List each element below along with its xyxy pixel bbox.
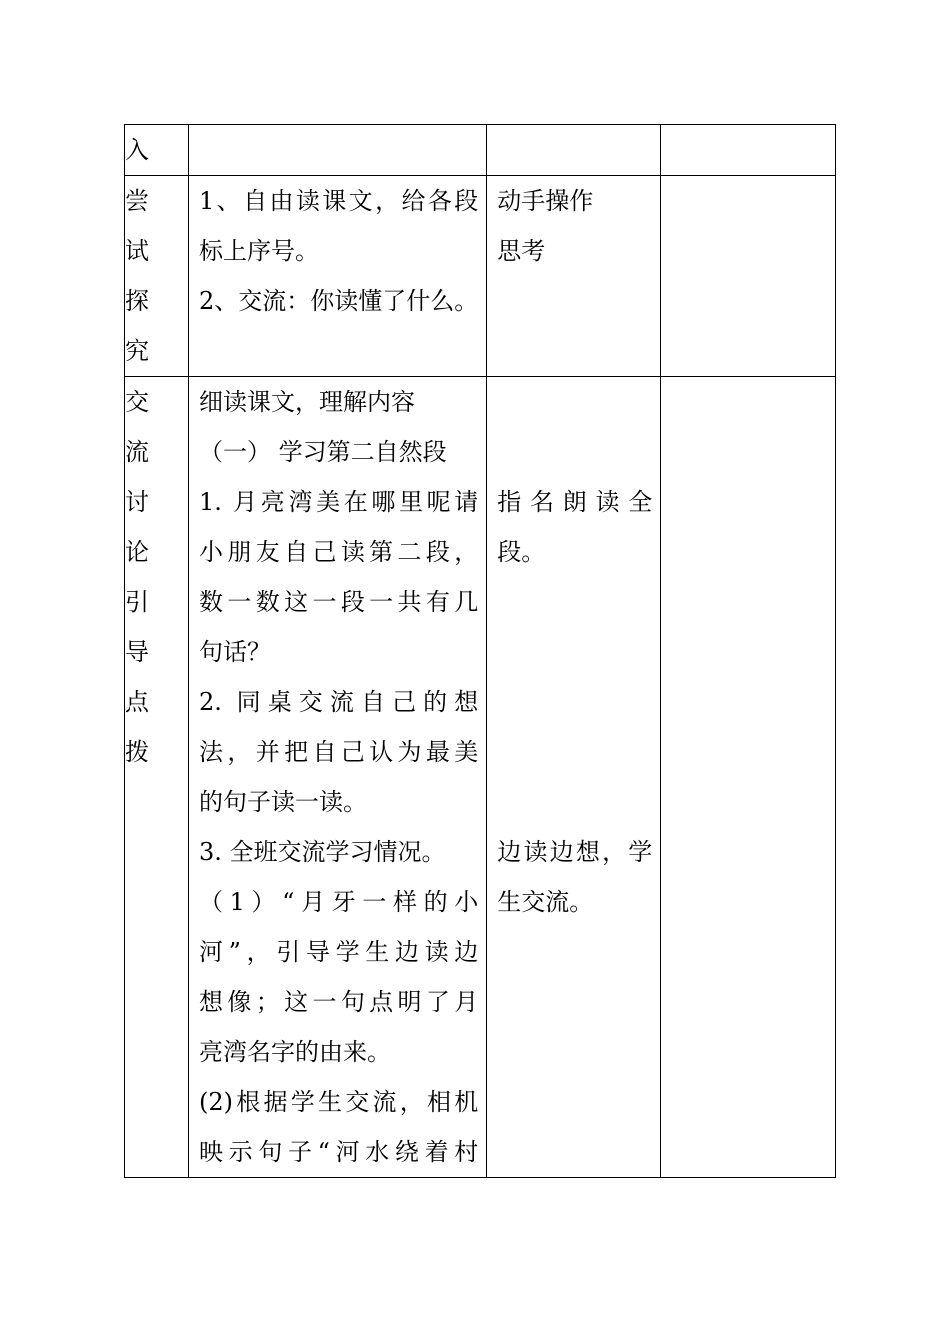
text-line: (2)根据学生交流，相机 — [199, 1088, 479, 1116]
text-line — [497, 577, 652, 627]
table-row — [125, 125, 836, 176]
teacher-activity-cell — [189, 125, 487, 176]
lesson-plan-table — [124, 124, 836, 1178]
table-row — [125, 176, 836, 377]
table-row — [125, 377, 836, 1178]
text-line: 1、自由读课文，给各段 — [199, 187, 479, 215]
text-line: 细读课文，理解内容 — [199, 388, 415, 416]
student-activity-cell — [487, 125, 661, 176]
text-line: 3. 全班交流学习情况。 — [199, 838, 446, 866]
text-line: 边读边想，学 — [497, 838, 653, 866]
text-line: （一） 学习第二自然段 — [199, 438, 447, 466]
stage-char: 点 — [125, 688, 149, 716]
text-line — [497, 427, 652, 477]
text-line: 生交流。 — [497, 888, 594, 916]
text-line — [497, 777, 652, 827]
teacher-activity-cell — [189, 377, 487, 1178]
stage-char: 讨 — [125, 488, 149, 516]
text-line: 想像；这一句点明了月 — [199, 988, 479, 1016]
text-line: 法，并把自己认为最美 — [199, 738, 479, 766]
text-line: 2、交流：你读懂了什么。 — [199, 287, 479, 315]
text-line: 段。 — [497, 538, 546, 566]
stage-char: 尝 — [125, 187, 149, 215]
text-line: 动手操作 — [497, 187, 594, 215]
text-line: 指名朗读全 — [497, 488, 653, 516]
text-line: 亮湾名字的由来。 — [199, 1038, 391, 1066]
stage-char: 交 — [125, 388, 149, 416]
stage-char: 论 — [125, 538, 149, 566]
text-line: 映示句子“河水绕着村 — [199, 1138, 479, 1166]
text-line: 数一数这一段一共有几 — [199, 588, 479, 616]
stage-char: 流 — [125, 438, 149, 466]
note-cell — [661, 377, 836, 1178]
stage-char: 究 — [125, 337, 149, 365]
text-line — [497, 627, 652, 677]
note-cell — [661, 125, 836, 176]
teacher-activity-cell — [189, 176, 487, 377]
text-line: 的句子读一读。 — [199, 788, 367, 816]
text-line: 1. 月亮湾美在哪里呢请 — [199, 488, 479, 516]
text-line: 小朋友自己读第二段， — [199, 538, 479, 566]
stage-char: 拨 — [125, 738, 149, 766]
stage-char: 引 — [125, 588, 149, 616]
stage-char: 入 — [125, 136, 149, 164]
stage-cell — [125, 125, 189, 176]
stage-char: 试 — [125, 237, 149, 265]
text-line: 标上序号。 — [199, 237, 319, 265]
student-activity-cell — [487, 176, 661, 377]
student-activity-cell — [487, 377, 661, 1178]
stage-char: 导 — [125, 638, 149, 666]
text-line: 句话？ — [199, 638, 271, 666]
text-line: （1）“月牙一样的小 — [199, 888, 479, 916]
text-line: 河”，引导学生边读边 — [199, 938, 479, 966]
stage-char: 探 — [125, 287, 149, 315]
text-line: 2. 同桌交流自己的想 — [199, 688, 479, 716]
note-cell — [661, 176, 836, 377]
text-line: 思考 — [497, 237, 546, 265]
stage-cell — [125, 176, 189, 377]
text-line — [497, 677, 652, 727]
stage-cell — [125, 377, 189, 1178]
text-line — [497, 377, 652, 427]
text-line — [497, 727, 652, 777]
